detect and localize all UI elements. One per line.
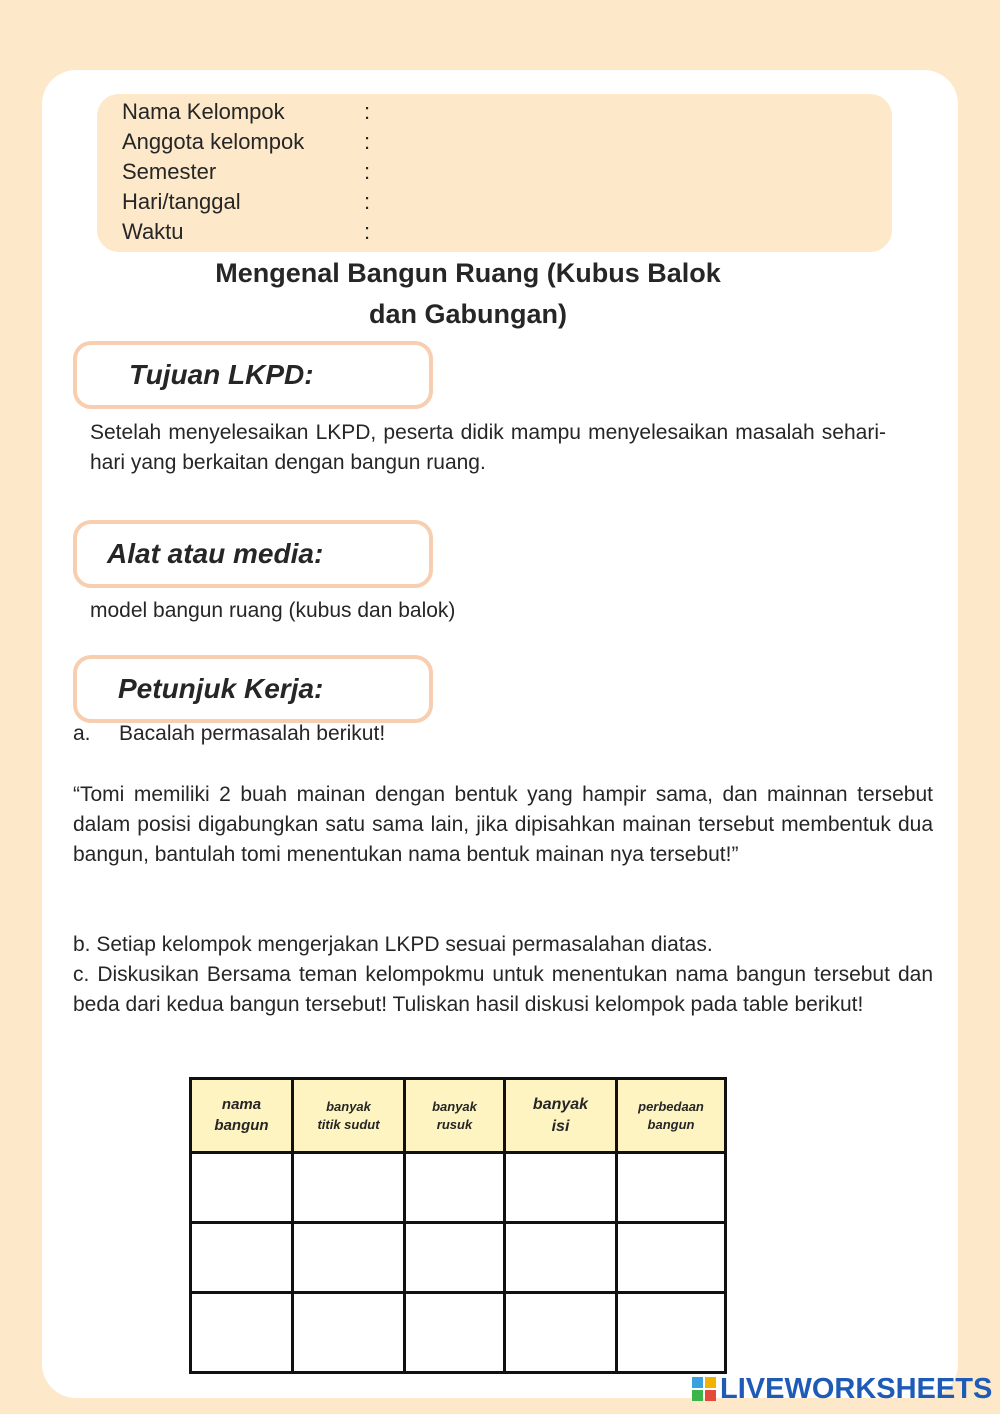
header-line: titik sudut (317, 1116, 380, 1132)
identity-row-hari-tanggal (122, 187, 370, 217)
answer-cell[interactable] (505, 1153, 617, 1223)
identity-colon: : (364, 129, 371, 154)
petunjuk-heading: Petunjuk Kerja: (118, 673, 324, 704)
petunjuk-heading-box (73, 655, 433, 723)
header-banyak-isi (505, 1079, 617, 1153)
header-nama-bangun (191, 1079, 293, 1153)
tujuan-text: Setelah menyelesaikan LKPD, peserta didik mampu menyelesaikan masalah sehari-hari yang berkaitan dengan bangun ruang. (90, 421, 886, 474)
header-line: banyak (432, 1098, 477, 1114)
identity-row-nama-kelompok (122, 97, 370, 127)
answer-cell[interactable] (293, 1293, 405, 1373)
problem-story: “Tomi memiliki 2 buah mainan dengan bentuk yang hampir sama, dan mainnan tersebut dalam posisi digabungkan satu sama lain, jika dipisahkan mainan tersebut membentuk dua bangun, bantulah tomi menentukan nama bentuk mainan nya tersebut!” (73, 783, 933, 866)
answer-cell[interactable] (405, 1223, 505, 1293)
alat-heading: Alat atau media: (107, 538, 324, 569)
answer-cell[interactable] (191, 1293, 293, 1373)
table-row (191, 1153, 726, 1223)
liveworksheets-watermark (692, 1374, 992, 1404)
identity-label: Nama Kelompok (122, 99, 285, 124)
identity-colon: : (364, 159, 371, 184)
answer-cell[interactable] (505, 1293, 617, 1373)
answer-cell[interactable] (191, 1223, 293, 1293)
header-line: bangun (647, 1116, 695, 1132)
answer-cell[interactable] (405, 1153, 505, 1223)
step-b: b. Setiap kelompok mengerjakan LKPD sesuai permasalahan diatas. (73, 933, 713, 956)
header-line: isi (551, 1117, 570, 1135)
identity-row-waktu (122, 217, 370, 247)
header-banyak-titik-sudut (293, 1079, 405, 1153)
page-title (100, 253, 836, 335)
header-line: nama (221, 1096, 262, 1114)
tujuan-heading: Tujuan LKPD: (129, 359, 314, 390)
header-perbedaan-bangun (617, 1079, 726, 1153)
identity-label: Hari/tanggal (122, 189, 241, 214)
step-a-text: Bacalah permasalah berikut! (119, 722, 386, 745)
answer-cell[interactable] (293, 1223, 405, 1293)
step-c: c. Diskusikan Bersama teman kelompokmu untuk menentukan nama bangun tersebut dan beda dari kedua bangun tersebut! Tuliskan hasil diskusi kelompok pada table berikut! (73, 963, 933, 1016)
identity-row-semester (122, 157, 370, 187)
identity-label: Anggota kelompok (122, 129, 305, 154)
answer-cell[interactable] (293, 1153, 405, 1223)
identity-colon: : (364, 219, 371, 244)
step-a (73, 719, 933, 749)
result-table-wrap (189, 1077, 727, 1374)
answer-cell[interactable] (617, 1293, 726, 1373)
identity-label: Waktu (122, 219, 184, 244)
title-line-1: Mengenal Bangun Ruang (Kubus Balok (215, 258, 721, 288)
tujuan-heading-box (73, 341, 433, 409)
identity-row-anggota-kelompok (122, 127, 370, 157)
header-line: bangun (214, 1116, 269, 1134)
header-banyak-rusuk (405, 1079, 505, 1153)
header-line: banyak (326, 1098, 371, 1114)
header-line: banyak (532, 1095, 589, 1113)
identity-colon: : (364, 99, 371, 124)
step-a-marker: a. (73, 722, 91, 745)
answer-cell[interactable] (191, 1153, 293, 1223)
alat-text: model bangun ruang (kubus dan balok) (90, 599, 456, 622)
answer-cell[interactable] (617, 1153, 726, 1223)
table-header-row (191, 1079, 726, 1153)
alat-heading-box (73, 520, 433, 588)
identity-colon: : (364, 189, 371, 214)
watermark-text: LIVEWORKSHEETS (720, 1372, 993, 1405)
table-row (191, 1293, 726, 1373)
answer-cell[interactable] (505, 1223, 617, 1293)
header-line: perbedaan (638, 1098, 704, 1114)
answer-cell[interactable] (617, 1223, 726, 1293)
header-line: rusuk (436, 1116, 473, 1132)
answer-cell[interactable] (405, 1293, 505, 1373)
title-line-2: dan Gabungan) (369, 299, 567, 329)
identity-label: Semester (122, 159, 217, 184)
liveworksheets-logo-icon (692, 1377, 716, 1401)
result-table (189, 1077, 727, 1374)
table-row (191, 1223, 726, 1293)
